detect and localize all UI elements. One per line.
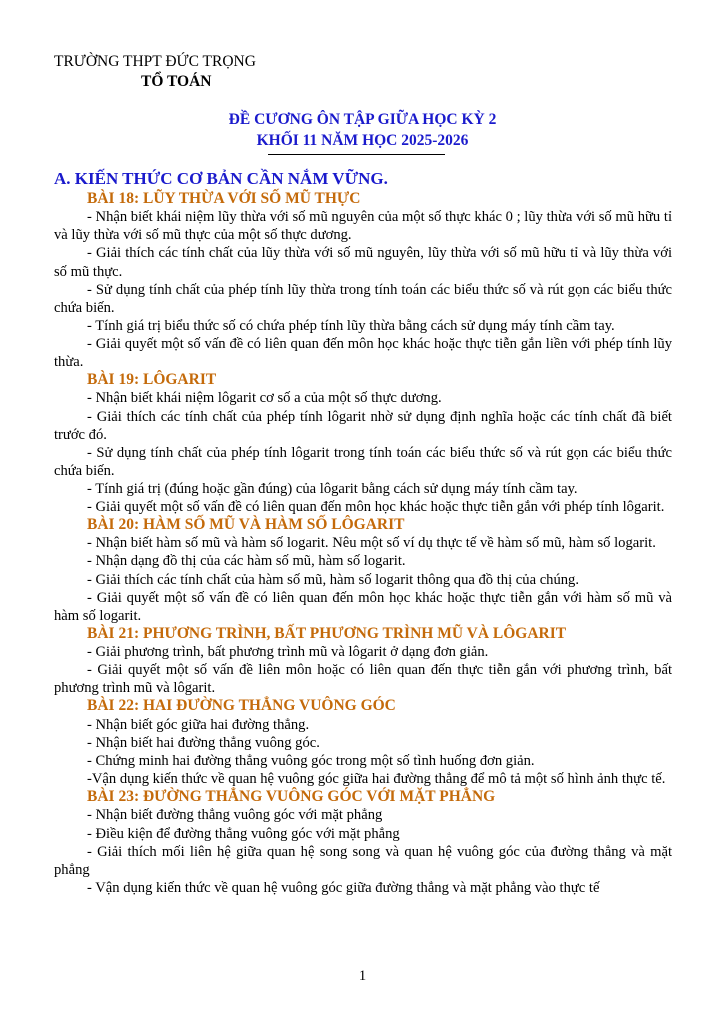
lesson-title: BÀI 19: LÔGARIT — [87, 371, 217, 389]
department-name: TỔ TOÁN — [141, 73, 212, 90]
lesson-item: - Tính giá trị (đúng hoặc gần đúng) của lôgarit bằng cách sử dụng máy tính cầm tay. — [87, 480, 578, 497]
lesson-title: BÀI 20: HÀM SỐ MŨ VÀ HÀM SỐ LÔGARIT — [87, 516, 405, 534]
lesson-item: - Giải quyết một số vấn đề có liên quan đến môn học khác hoặc thực tiễn gắn liền với phép tính lũy thừa. — [54, 335, 672, 371]
section-heading: A. KIẾN THỨC CƠ BẢN CẦN NẮM VỮNG. — [54, 169, 388, 188]
lesson-item: - Nhận biết góc giữa hai đường thẳng. — [87, 716, 310, 733]
lesson-item: - Chứng minh hai đường thẳng vuông góc trong một số tình huống đơn giản. — [87, 752, 535, 769]
lesson-item: - Giải phương trình, bất phương trình mũ và lôgarit ở dạng đơn giản. — [87, 644, 489, 661]
lesson-item: - Nhận biết hàm số mũ và hàm số logarit. Nêu một số ví dụ thực tế về hàm số mũ, hàm số logarit. — [87, 535, 656, 552]
title-underline — [268, 154, 445, 155]
lesson-item: - Nhận biết đường thẳng vuông góc với mặt phẳng — [87, 807, 383, 824]
lesson-item: - Giải quyết một số vấn đề có liên quan đến môn học khác hoặc thực tiễn gắn với hàm số mũ và hàm số logarit. — [54, 589, 672, 624]
lesson-title: BÀI 23: ĐƯỜNG THẲNG VUÔNG GÓC VỚI MẶT PHẲNG — [87, 788, 496, 806]
school-name: TRƯỜNG THPT ĐỨC TRỌNG — [54, 53, 256, 70]
page-number: 1 — [358, 968, 367, 984]
lesson-item: - Nhận biết khái niệm lôgarit cơ số a của một số thực dương. — [87, 390, 442, 407]
lesson-item: - Giải thích các tính chất của lũy thừa với số mũ nguyên, lũy thừa với số mũ hữu tỉ và lũy thừa với số mũ thực. — [54, 245, 672, 280]
lesson-item: - Điều kiện để đường thẳng vuông góc với mặt phẳng — [87, 825, 400, 842]
lesson-item: - Vận dụng kiến thức về quan hệ vuông góc giữa đường thẳng và mặt phẳng vào thực tế — [87, 879, 600, 896]
lesson-item: - Giải quyết một số vấn đề có liên quan đến môn học khác hoặc thực tiễn gắn với phép tính lôgarit. — [87, 499, 665, 515]
lesson-list — [54, 190, 672, 897]
lesson-item: - Nhận biết hai đường thẳng vuông góc. — [87, 734, 320, 751]
lesson-item: - Giải thích các tính chất của phép tính lôgarit nhờ sử dụng định nghĩa hoặc các tính chất đã biết trước đó. — [54, 408, 672, 443]
document-subtitle: KHỐI 11 NĂM HỌC 2025-2026 — [256, 132, 469, 149]
lesson-item: - Giải thích mối liên hệ giữa quan hệ song song và quan hệ vuông góc của đường thẳng và mặt phẳng — [54, 843, 672, 878]
lesson-item: - Giải quyết một số vấn đề liên môn hoặc có liên quan đến thực tiễn gắn với phương trình, bất phương trình mũ và lôgarit. — [54, 662, 672, 697]
lesson-title: BÀI 22: HAI ĐƯỜNG THẲNG VUÔNG GÓC — [87, 697, 396, 715]
lesson-item: - Nhận biết khái niệm lũy thừa với số mũ nguyên của một số thực khác 0 ; lũy thừa với số mũ hữu tỉ và lũy thừa với số mũ thực của một số thực dương. — [54, 209, 672, 244]
lesson-item: -Vận dụng kiến thức về quan hệ vuông góc giữa hai đường thẳng để mô tả một số hình ảnh thực tế. — [87, 771, 666, 788]
lesson-title: BÀI 18: LŨY THỪA VỚI SỐ MŨ THỰC — [87, 190, 361, 207]
document-title: ĐỀ CƯƠNG ÔN TẬP GIỮA HỌC KỲ 2 — [228, 111, 497, 128]
lesson-item: - Sử dụng tính chất của phép tính lôgarit trong tính toán các biểu thức số và rút gọn các biểu thức chứa biến. — [54, 444, 672, 479]
lesson-title: BÀI 21: PHƯƠNG TRÌNH, BẤT PHƯƠNG TRÌNH MŨ VÀ LÔGARIT — [87, 624, 567, 642]
lesson-item: - Sử dụng tính chất của phép tính lũy thừa trong tính toán các biểu thức số và rút gọn các biểu thức chứa biến. — [54, 281, 672, 316]
lesson-item: - Tính giá trị biểu thức số có chứa phép tính lũy thừa bằng cách sử dụng máy tính cầm tay. — [87, 317, 615, 334]
lesson-item: - Nhận dạng đồ thị của các hàm số mũ, hàm số logarit. — [87, 553, 406, 570]
lesson-item: - Giải thích các tính chất của hàm số mũ, hàm số logarit thông qua đồ thị của chúng. — [87, 571, 580, 588]
